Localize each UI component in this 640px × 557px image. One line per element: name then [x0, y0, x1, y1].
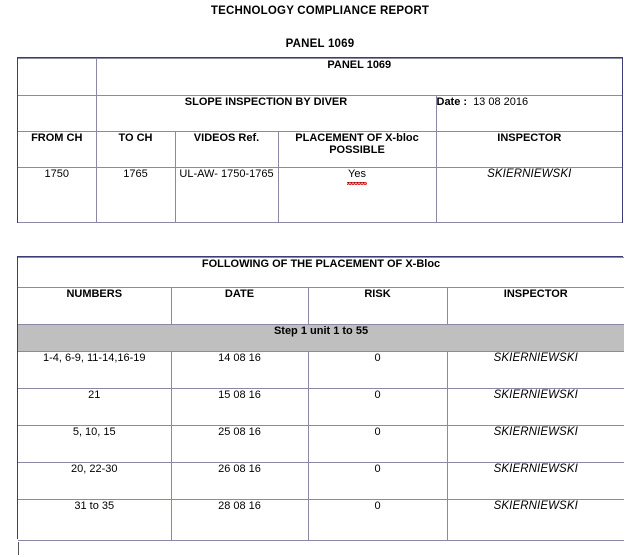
column-header-placement — [278, 132, 436, 168]
cell-inspector: SKIERNIEWSKI — [447, 426, 624, 463]
table-one — [18, 58, 622, 223]
cell-numbers: 20, 22-30 — [18, 463, 171, 500]
column-header-inspector: INSPECTOR — [447, 288, 624, 325]
table-row — [18, 96, 622, 132]
table-one-corner-cell — [18, 59, 96, 96]
slope-inspection-table — [17, 57, 623, 223]
column-header-date: DATE — [171, 288, 308, 325]
placement-header-line-2: POSSIBLE — [329, 144, 385, 156]
placement-value-misspelled: Yes — [348, 168, 366, 183]
cell-placement-possible — [278, 168, 436, 223]
cell-numbers: 1-4, 6-9, 11-14,16-19 — [18, 352, 171, 389]
placement-following-table — [17, 256, 623, 539]
cell-from-ch: 1750 — [18, 168, 96, 223]
cell-to-ch: 1765 — [96, 168, 175, 223]
cell-inspector: SKIERNIEWSKI — [447, 500, 624, 541]
cell-risk: 0 — [308, 389, 447, 426]
cell-numbers: 21 — [18, 389, 171, 426]
table-header-row — [18, 132, 622, 168]
cell-date: 26 08 16 — [171, 463, 308, 500]
date-value: 13 08 2016 — [473, 96, 529, 108]
cell-date: 25 08 16 — [171, 426, 308, 463]
table-header-row — [18, 258, 624, 288]
text-cursor — [18, 542, 19, 555]
table-two — [18, 257, 624, 541]
step-banner-row — [18, 325, 624, 352]
date-cell — [436, 96, 622, 132]
cell-inspector: SKIERNIEWSKI — [436, 168, 622, 223]
table-row — [18, 352, 624, 389]
cell-risk: 0 — [308, 352, 447, 389]
cell-risk: 0 — [308, 500, 447, 541]
cell-inspector: SKIERNIEWSKI — [447, 389, 624, 426]
cell-date: 15 08 16 — [171, 389, 308, 426]
table-row — [18, 168, 622, 223]
table-header-row — [18, 288, 624, 325]
table-row — [18, 500, 624, 541]
cell-inspector: SKIERNIEWSKI — [447, 463, 624, 500]
column-header-numbers: NUMBERS — [18, 288, 171, 325]
cell-inspector: SKIERNIEWSKI — [447, 352, 624, 389]
table-one-blank-cell — [18, 96, 96, 132]
page-subtitle: PANEL 1069 — [285, 38, 355, 50]
cell-numbers: 5, 10, 15 — [18, 426, 171, 463]
cell-date: 28 08 16 — [171, 500, 308, 541]
table-two-header-cell: FOLLOWING OF THE PLACEMENT OF X-Bloc — [18, 258, 624, 288]
date-label: Date : — [436, 96, 468, 108]
table-row — [18, 59, 622, 96]
cell-date: 14 08 16 — [171, 352, 308, 389]
table-row — [18, 389, 624, 426]
placement-header-line-1: PLACEMENT OF X-bloc — [295, 132, 419, 144]
panel-header-cell: PANEL 1069 — [96, 59, 622, 96]
column-header-risk: RISK — [308, 288, 447, 325]
column-header-from-ch: FROM CH — [18, 132, 96, 168]
cell-numbers: 31 to 35 — [18, 500, 171, 541]
table-row — [18, 463, 624, 500]
cell-risk: 0 — [308, 426, 447, 463]
cell-risk: 0 — [308, 463, 447, 500]
column-header-inspector: INSPECTOR — [436, 132, 622, 168]
cell-videos-ref: UL-AW- 1750-1765 — [175, 168, 278, 223]
page-title: TECHNOLOGY COMPLIANCE REPORT — [210, 5, 430, 17]
table-row — [18, 426, 624, 463]
column-header-videos-ref: VIDEOS Ref. — [175, 132, 278, 168]
step-banner-cell: Step 1 unit 1 to 55 — [18, 325, 624, 352]
column-header-to-ch: TO CH — [96, 132, 175, 168]
section-header-cell: SLOPE INSPECTION BY DIVER — [96, 96, 436, 132]
